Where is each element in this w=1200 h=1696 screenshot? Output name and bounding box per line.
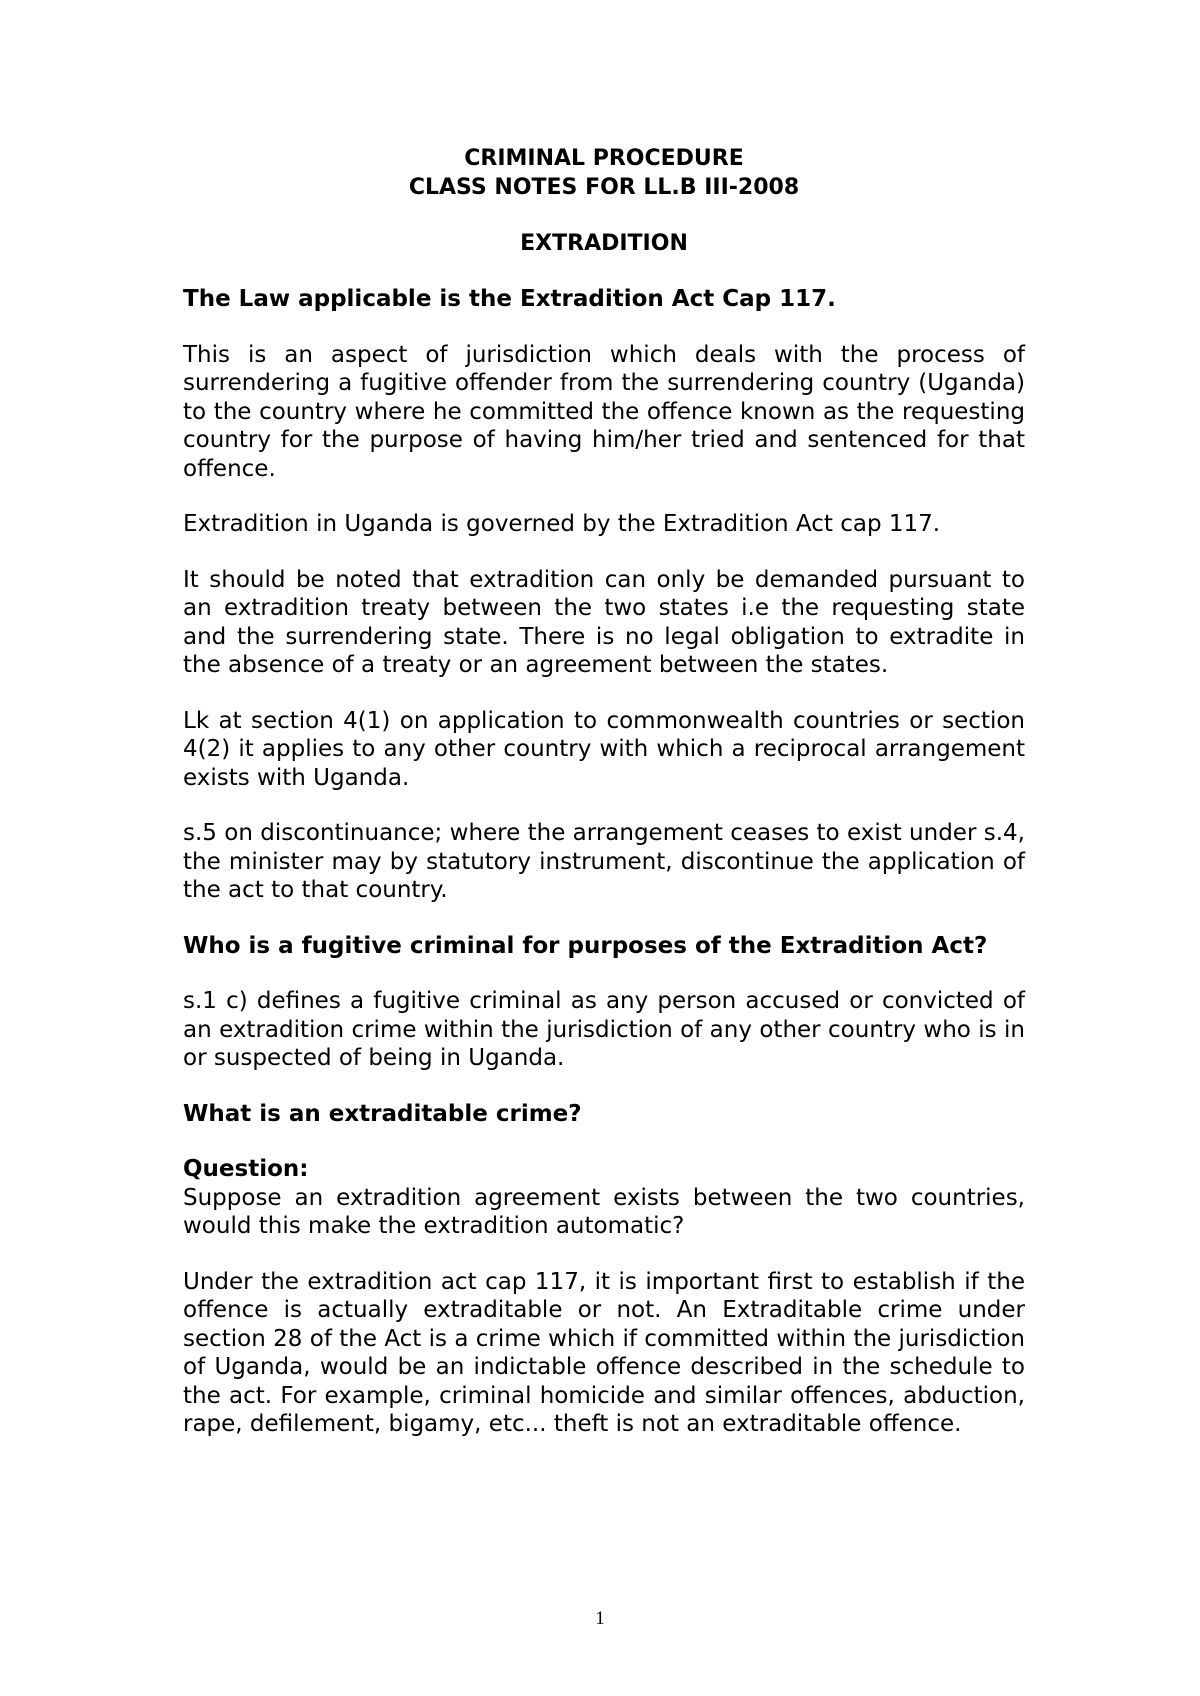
page-content (183, 144, 1025, 1466)
fugitive-criminal-heading: Who is a fugitive criminal for purposes of the Extradition Act? (183, 932, 988, 959)
question-paragraph: Suppose an extradition agreement exists between the two countries, would this make the extradition automatic? (183, 1184, 1025, 1239)
treaty-paragraph: It should be noted that extradition can only be demanded pursuant to an extradition treaty between the two states i.e the requesting state and the surrendering state. There is no legal obligation to extradite in the absence of a treaty or an agreement between the states. (183, 566, 1025, 678)
extraditable-crime-heading: What is an extraditable crime? (183, 1100, 582, 1127)
section-4-paragraph: Lk at section 4(1) on application to commonwealth countries or section 4(2) it applies to any other country with which a reciprocal arrangement exists with Uganda. (183, 707, 1025, 791)
law-applicable-heading: The Law applicable is the Extradition Act Cap 117. (183, 286, 836, 312)
definition-paragraph: This is an aspect of jurisdiction which deals with the process of surrendering a fugitive offender from the surrendering country (Uganda) to the country where he committed the offence known as the requesting country for the purpose of having him/her tried and sentenced for that offence. (183, 341, 1025, 482)
extraditable-crime-paragraph: Under the extradition act cap 117, it is important first to establish if the offence is actually extraditable or not. An Extraditable crime under section 28 of the Act is a crime which if committed within the jurisdiction of Uganda, would be an indictable offence described in the schedule to the act. For example, criminal homicide and similar offences, abduction, rape, defilement, bigamy, etc... theft is not an extraditable offence. (183, 1268, 1025, 1437)
class-notes-title: CLASS NOTES FOR LL.B III-2008 (408, 175, 800, 200)
fugitive-definition-paragraph: s.1 c) defines a fugitive criminal as any person accused or convicted of an extradition crime within the jurisdiction of any other country who is in or suspected of being in Uganda. (183, 988, 1025, 1071)
page-number: 1 (595, 1608, 605, 1629)
question-label: Question: (183, 1156, 309, 1182)
governing-act-paragraph: Extradition in Uganda is governed by the Extradition Act cap 117. (183, 511, 941, 537)
section-title: EXTRADITION (520, 231, 688, 256)
discontinuance-paragraph: s.5 on discontinuance; where the arrangement ceases to exist under s.4, the minister may by statutory instrument, discontinue the application of the act to that country. (183, 820, 1025, 903)
course-title: CRIMINAL PROCEDURE (464, 146, 744, 171)
